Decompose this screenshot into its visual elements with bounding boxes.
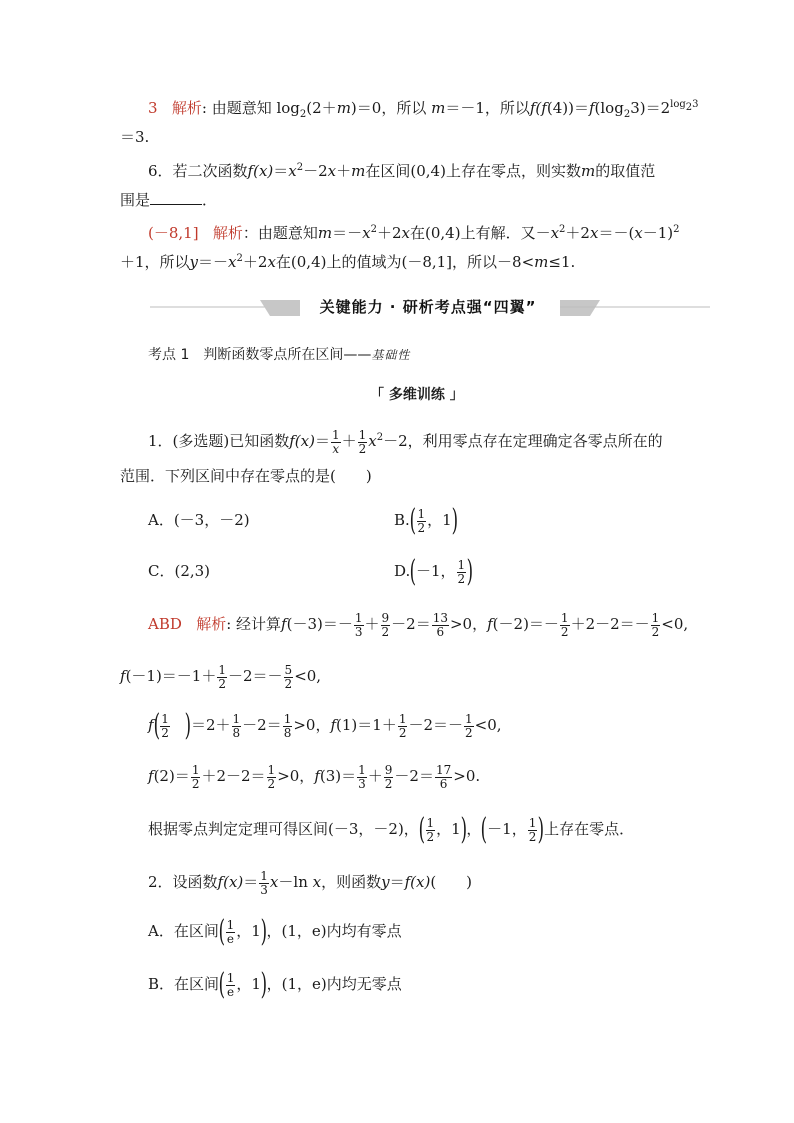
text: ＝－ bbox=[198, 253, 229, 271]
text: (4))＝ bbox=[546, 99, 589, 117]
text: －2，利用零点存在定理确定各零点所在的 bbox=[383, 432, 663, 450]
text: －2＝ bbox=[391, 615, 431, 633]
text: －1， bbox=[487, 820, 527, 838]
p1-question-line: 1．(多选题)已知函数f(x)＝ $\frac{1}{x}$ ＋ $\frac{1}{2}$ $x^2-2$，利用零点存在定理确定各零点所在的 bbox=[148, 427, 663, 456]
q6-question-cont bbox=[120, 190, 217, 210]
var: f(x) bbox=[289, 432, 315, 450]
fraction: $\frac{1}{2}$ bbox=[358, 427, 367, 456]
p1-option-c[interactable]: C．(2,3) bbox=[148, 562, 211, 580]
var: m bbox=[534, 253, 549, 271]
text: ＝ bbox=[389, 873, 405, 891]
text: －1， bbox=[415, 562, 456, 580]
text: ，1 bbox=[436, 820, 461, 838]
p2-option-a[interactable]: A．在区间( $\frac{1}{e}$ ，1)，(1，e)内均有零点 bbox=[148, 914, 402, 949]
sub: 2 bbox=[623, 109, 631, 120]
text: ． bbox=[202, 191, 218, 209]
var: x bbox=[228, 253, 237, 271]
q6-answer-line bbox=[148, 223, 680, 243]
var: x bbox=[288, 162, 297, 180]
q5-answer-number: 3 bbox=[148, 99, 158, 117]
text: ＋2 bbox=[242, 253, 268, 271]
text: ，则函数 bbox=[321, 873, 382, 891]
p1-question-cont: 范围．下列区间中存在零点的是( ) bbox=[120, 467, 372, 485]
text: 根据零点判定定理可得区间(－3，－2)， bbox=[148, 820, 419, 838]
text: ＝ bbox=[314, 432, 330, 450]
text: 在(0,4)上有解．又－ bbox=[410, 224, 551, 242]
text: ，(1，e)内均有零点 bbox=[266, 922, 402, 940]
text: >0. bbox=[453, 767, 481, 785]
var: y bbox=[381, 873, 390, 891]
text: ：由题意知 bbox=[242, 224, 318, 242]
var: f bbox=[120, 667, 126, 685]
answer-blank bbox=[150, 190, 202, 205]
text: －2＝－ bbox=[408, 716, 463, 734]
text: ＝ bbox=[273, 162, 289, 180]
text: <0, bbox=[661, 615, 689, 633]
text: log bbox=[600, 99, 624, 117]
q6-answer: (－8,1] bbox=[148, 224, 199, 242]
section-banner bbox=[150, 292, 710, 322]
text: <0, bbox=[474, 716, 502, 734]
sub: 2 bbox=[299, 109, 307, 120]
sup: 2 bbox=[376, 432, 384, 443]
p1-answer-line5: 根据零点判定定理可得区间(－3，－2)，( $\frac{1}{2}$ ，1)，(－1， $\frac{1}{2}$ )上存在零点． bbox=[148, 812, 635, 847]
text: ，1 bbox=[427, 511, 452, 529]
var: x bbox=[362, 224, 371, 242]
var: f bbox=[314, 767, 320, 785]
var: x bbox=[589, 224, 599, 242]
var: y bbox=[189, 253, 199, 271]
p1-answer-line3: f( $\frac{1}{2}$ )＝2＋ $\frac{1}{8}$ －2＝ $\frac{1}{8}$ >0，f(1)＝1＋ $\frac{1}{2}$ －2＝－ $\frac{1}{2}$ <0, bbox=[148, 708, 502, 743]
q6-analysis-label: 解析 bbox=[212, 224, 243, 242]
text: (2＋ bbox=[306, 99, 337, 117]
text: －2＝ bbox=[242, 716, 282, 734]
text: ＋2 bbox=[377, 224, 402, 242]
text: －2 bbox=[303, 162, 328, 180]
var: m bbox=[580, 162, 596, 180]
text: D. bbox=[394, 562, 411, 580]
text: ＝ bbox=[243, 873, 259, 891]
p1-answer-line4: f(2)＝ $\frac{1}{2}$ ＋2－2＝ $\frac{1}{2}$ >0，f(3)＝ $\frac{1}{3}$ ＋ $\frac{9}{2}$ －2＝ $\frac{17}{6}$ >0. bbox=[148, 762, 481, 791]
text: －1) bbox=[642, 224, 674, 242]
text: ( ) bbox=[430, 873, 473, 891]
p2-question-line: 2．设函数f(x)＝ $\frac{1}{3}$ x－ln x，则函数y＝f(x)( ) bbox=[148, 868, 473, 897]
var: f bbox=[330, 716, 337, 734]
text: : 经计算 bbox=[226, 615, 282, 633]
banner-title: 关键能力 · 研析考点强“四翼” bbox=[319, 298, 537, 316]
var: m bbox=[431, 99, 446, 117]
text: ，1 bbox=[236, 975, 261, 993]
text: >0， bbox=[277, 767, 315, 785]
text: (－3)＝－ bbox=[286, 615, 353, 633]
text: －ln bbox=[278, 873, 313, 891]
q5-analysis-label: 解析 bbox=[171, 99, 202, 117]
p1-analysis-label: 解析 bbox=[196, 615, 227, 633]
text: (－1)＝－1＋ bbox=[125, 667, 217, 685]
var: f(x) bbox=[217, 873, 244, 891]
var: x bbox=[368, 432, 377, 450]
text: B. bbox=[394, 511, 410, 529]
text: ＝－( bbox=[598, 224, 635, 242]
var: m bbox=[336, 99, 351, 117]
var: f bbox=[487, 615, 493, 633]
text: (－2)＝－ bbox=[492, 615, 559, 633]
text: ＋ bbox=[367, 767, 383, 785]
text: 上存在零点． bbox=[544, 820, 635, 838]
text: ＝2＋ bbox=[190, 716, 231, 734]
var: f(x) bbox=[404, 873, 431, 891]
text: ，(1，e)内均无零点 bbox=[266, 975, 402, 993]
text: ， bbox=[466, 820, 482, 838]
var: x bbox=[327, 162, 337, 180]
text: 6．若二次函数 bbox=[148, 162, 248, 180]
text: (2)＝ bbox=[153, 767, 190, 785]
text: 围是 bbox=[120, 191, 151, 209]
text: ＋2－2＝ bbox=[201, 767, 266, 785]
sup: 2 bbox=[673, 224, 680, 235]
q5-answer-line: 3 解析: 由题意知 $\log_2(2+m)=0$，所以 m＝－1，所以$f(f(4))=f(\log_23)=2^{log_23}$ bbox=[148, 99, 699, 120]
text: A．在区间 bbox=[148, 922, 219, 940]
text: (3)＝ bbox=[319, 767, 357, 785]
text: 考点 1 判断函数零点所在区间—— bbox=[148, 347, 372, 363]
var: f bbox=[148, 767, 154, 785]
p1-answer: ABD bbox=[148, 615, 182, 633]
text: ＋2 bbox=[565, 224, 590, 242]
var: f bbox=[148, 716, 154, 734]
var: x bbox=[269, 873, 279, 891]
text: 3 bbox=[692, 99, 699, 110]
var: f(x) bbox=[247, 162, 274, 180]
text: 3)＝2 bbox=[630, 99, 671, 117]
text: 在(0,4)上的值域为(－8,1]，所以－8< bbox=[275, 253, 535, 271]
q6-answer-cont bbox=[120, 252, 575, 272]
p1-answer-line2: f(－1)＝－1＋ $\frac{1}{2}$ －2＝－ $\frac{5}{2}$ <0, bbox=[120, 662, 322, 691]
kaodian-heading bbox=[148, 344, 410, 364]
var: m bbox=[351, 162, 366, 180]
sup: 2 bbox=[370, 224, 377, 235]
fraction: $\frac{1}{2}$ bbox=[417, 506, 426, 535]
text: ，1 bbox=[236, 922, 261, 940]
var: f bbox=[588, 99, 595, 117]
kaodian-tag: 基础性 bbox=[371, 348, 411, 362]
text: ＋ bbox=[336, 162, 352, 180]
subsection-title: 「 多维训练 」 bbox=[370, 387, 464, 403]
var: f bbox=[281, 615, 287, 633]
text: －2＝－ bbox=[228, 667, 283, 685]
text: )＝0，所以 bbox=[350, 99, 432, 117]
var: x bbox=[312, 873, 322, 891]
text: ＋1，所以 bbox=[120, 253, 190, 271]
text: 在区间(0,4)上存在零点，则实数 bbox=[365, 162, 581, 180]
fraction: $\frac{1}{2}$ bbox=[457, 557, 466, 586]
var: f(f bbox=[529, 99, 547, 117]
p1-option-b[interactable]: B.( $\frac{1}{2}$ ，1) bbox=[394, 503, 458, 538]
text: B．在区间 bbox=[148, 975, 220, 993]
text: (1)＝1＋ bbox=[336, 716, 397, 734]
q5-answer-cont: ＝3. bbox=[120, 128, 150, 146]
var: x bbox=[634, 224, 643, 242]
var: m bbox=[317, 224, 333, 242]
fraction: $\frac{1}{x}$ bbox=[331, 427, 340, 456]
p1-answer-line1: ABD 解析: 经计算f(－3)＝－ $\frac{1}{3}$ ＋ $\frac{9}{2}$ －2＝ $\frac{13}{6}$ >0，f(－2)＝－ $\frac{1}{2}$ ＋2－2＝－ $\frac{1}{2}$ <0, bbox=[148, 610, 689, 639]
text: <0, bbox=[294, 667, 322, 685]
text: ＝－ bbox=[332, 224, 363, 242]
p1-option-a[interactable]: A．(－3，－2) bbox=[148, 511, 250, 529]
p2-option-b[interactable]: B．在区间( $\frac{1}{e}$ ，1)，(1，e)内均无零点 bbox=[148, 967, 402, 1002]
var: x bbox=[401, 224, 411, 242]
sub: 2 bbox=[685, 102, 693, 113]
q6-question-line bbox=[148, 161, 655, 181]
text: >0， bbox=[293, 716, 331, 734]
sup: 2 bbox=[236, 253, 243, 264]
text: log bbox=[670, 99, 686, 110]
text: ＝－1，所以 bbox=[445, 99, 530, 117]
sup: 2 bbox=[559, 224, 566, 235]
text: ＋2－2＝－ bbox=[570, 615, 650, 633]
var: x bbox=[267, 253, 276, 271]
p1-option-d[interactable]: D.(－1， $\frac{1}{2}$ ) bbox=[394, 554, 474, 589]
text: : 由题意知 log bbox=[201, 99, 300, 117]
text: 2．设函数 bbox=[148, 873, 218, 891]
text: －2＝ bbox=[394, 767, 434, 785]
text: 的取值范 bbox=[595, 162, 656, 180]
text: >0， bbox=[449, 615, 488, 633]
text: 1．(多选题)已知函数 bbox=[148, 432, 290, 450]
sup: 2 bbox=[296, 162, 304, 173]
text: ＋ bbox=[364, 615, 380, 633]
text: ≤1. bbox=[548, 253, 576, 271]
var: x bbox=[550, 224, 560, 242]
